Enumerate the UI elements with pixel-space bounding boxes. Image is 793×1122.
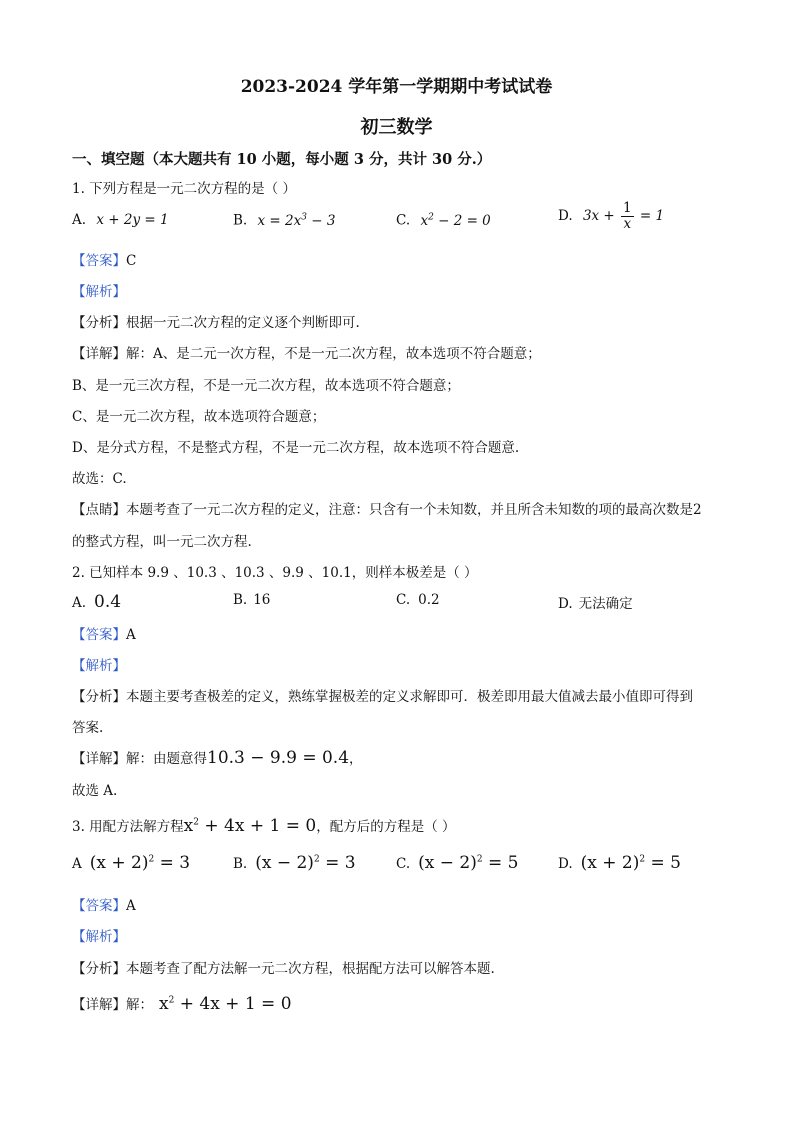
q3-fenxi-text: 本题考查了配方法解一元二次方程，根据配方法可以解答本题.	[126, 961, 495, 977]
q1-option-d-num: 1	[623, 200, 632, 216]
q1-choose: 故选：C.	[72, 471, 127, 487]
q3-option-b	[233, 853, 356, 873]
q1-option-a-label: A.	[72, 212, 87, 228]
q3-option-d	[558, 853, 681, 873]
q3-option-a-label: A	[72, 856, 82, 872]
q3-detail-expr-b: + 4x + 1 = 0	[174, 994, 292, 1014]
q1-option-b-sup: 3	[301, 212, 307, 222]
q2-answer-value: A	[126, 627, 136, 643]
q3-detail-pre: 解：	[126, 997, 153, 1013]
q1-stem: 1. 下列方程是一元二次方程的是（ ）	[72, 181, 296, 197]
q1-option-d-fraction	[621, 201, 634, 232]
page-title: 2023-2024 学年第一学期期中考试试卷	[240, 77, 553, 97]
q3-option-b-label: B.	[233, 856, 248, 872]
q2-option-c-label: C.	[396, 592, 411, 608]
q1-detail-d: D、是分式方程，不是整式方程，不是一元二次方程，故本选项不符合题意.	[72, 440, 520, 456]
q3-option-c-expr: (x − 2)	[418, 853, 477, 873]
q3-option-b-sup: 2	[313, 854, 320, 865]
q1-option-b-expr-a: x = 2x	[257, 212, 302, 229]
q3-stem-expr-b: + 4x + 1 = 0	[199, 816, 317, 836]
q1-option-d-label: D.	[558, 207, 573, 224]
q1-option-c	[396, 212, 491, 229]
q3-stem	[72, 815, 456, 836]
q3-stem-sup: 2	[193, 817, 199, 828]
q1-option-c-label: C.	[396, 212, 411, 229]
q2-detail	[72, 747, 363, 768]
q3-answer-value: A	[126, 898, 136, 914]
q1-fenxi-tag: 【分析】	[72, 315, 126, 331]
q3-option-d-expr: (x + 2)	[580, 853, 640, 873]
q3-option-c	[396, 853, 518, 873]
q1-option-d-expr-b: = 1	[635, 207, 665, 224]
q1-option-c-expr-b: − 2 = 0	[433, 212, 491, 229]
q2-option-a-text: 0.4	[94, 592, 122, 612]
q3-option-d-sup: 2	[639, 854, 646, 865]
q2-answer-tag: 【答案】	[72, 627, 126, 643]
q1-analysis-tag: 【解析】	[72, 284, 126, 300]
q2-option-b-label: B.	[233, 592, 248, 608]
q1-detail-c: C、是一元二次方程，故本选项符合题意；	[72, 409, 326, 425]
q1-option-b-label: B.	[233, 212, 248, 229]
q2-fenxi	[72, 685, 693, 705]
q1-detail-b: B、是一元三次方程，不是一元二次方程，故本选项不符合题意；	[72, 378, 460, 394]
q1-fenxi	[72, 311, 360, 331]
q2-answer	[72, 623, 136, 643]
q2-fenxi-tag: 【分析】	[72, 689, 126, 705]
q2-detail-post: ，	[349, 751, 363, 767]
q3-stem-expr	[184, 816, 317, 836]
q1-option-b	[233, 212, 335, 229]
q3-detail-tag: 【详解】	[72, 997, 126, 1013]
q1-comment-cont: 的整式方程，叫一元二次方程.	[72, 534, 252, 550]
q2-option-d-label: D.	[558, 596, 573, 612]
q3-option-c-sup: 2	[476, 854, 483, 865]
q3-fenxi-tag: 【分析】	[72, 961, 126, 977]
q2-analysis-tag: 【解析】	[72, 658, 126, 674]
q1-detail-text: 解：A、是二元一次方程，不是一元二次方程，故本选项不符合题意；	[126, 346, 541, 362]
q3-option-a-sup: 2	[148, 854, 155, 865]
page-subtitle: 初三数学	[360, 117, 433, 138]
q3-detail-expr-a: x	[159, 994, 169, 1014]
q3-option-a-expr: (x + 2)	[89, 853, 149, 873]
q3-answer	[72, 894, 136, 914]
q3-option-d-rhs: = 5	[645, 853, 681, 873]
q3-option-a	[72, 853, 190, 873]
q2-option-a	[72, 592, 121, 612]
q1-option-c-sup: 2	[428, 212, 434, 222]
q1-option-c-expr-a: x	[420, 212, 429, 229]
q3-option-c-label: C.	[396, 856, 411, 872]
q1-option-a	[72, 212, 169, 228]
q2-detail-pre: 解：由题意得	[126, 751, 207, 767]
q2-stem: 2. 已知样本 9.9 、10.3 、10.3 、9.9 、10.1，则样本极差是（ ）	[72, 565, 478, 581]
q1-comment-tag: 【点睛】	[72, 502, 126, 518]
q1-answer	[72, 249, 136, 269]
q3-stem-pre: 3. 用配方法解方程	[72, 819, 184, 835]
q2-option-d-text: 无法确定	[578, 596, 633, 612]
q1-option-d-den: x	[623, 215, 632, 232]
q2-fenxi-cont: 答案.	[72, 720, 104, 736]
q3-detail	[72, 993, 292, 1014]
q1-detail-tag: 【详解】	[72, 346, 126, 362]
q3-analysis-tag: 【解析】	[72, 929, 126, 945]
q3-detail-sup: 2	[168, 995, 175, 1006]
q3-option-a-rhs: = 3	[154, 853, 191, 873]
q2-choose: 故选 A.	[72, 783, 118, 799]
q2-option-b	[233, 592, 270, 608]
q1-option-d	[558, 201, 664, 232]
q1-fenxi-text: 根据一元二次方程的定义逐个判断即可.	[126, 315, 360, 331]
q3-answer-tag: 【答案】	[72, 898, 126, 914]
q1-option-a-expr: x + 2y = 1	[96, 212, 169, 228]
q1-comment-text: 本题考查了一元二次方程的定义，注意：只含有一个未知数，并且所含未知数的项的最高次数是2	[126, 502, 702, 518]
q2-option-d	[558, 592, 633, 612]
q2-detail-tag: 【详解】	[72, 751, 126, 767]
q3-stem-expr-a: x	[183, 816, 194, 836]
q3-stem-post: ，配方后的方程是（ ）	[316, 819, 456, 835]
q2-option-c-text: 0.2	[418, 592, 440, 608]
q2-option-c	[396, 592, 440, 608]
q1-comment	[72, 498, 702, 518]
q3-fenxi	[72, 957, 495, 977]
q3-option-c-rhs: = 5	[482, 853, 519, 873]
q1-option-b-expr-b: − 3	[306, 212, 336, 229]
q3-option-d-label: D.	[558, 856, 573, 872]
q1-answer-tag: 【答案】	[72, 253, 126, 269]
q3-option-b-expr: (x − 2)	[255, 853, 314, 873]
section-heading: 一、填空题（本大题共有 10 小题，每小题 3 分，共计 30 分.）	[72, 151, 492, 168]
q2-option-b-text: 16	[253, 592, 271, 608]
q2-option-a-label: A.	[72, 595, 87, 611]
q2-detail-expr: 10.3 − 9.9 = 0.4	[207, 748, 350, 768]
q1-option-d-expr-a: 3x +	[582, 207, 620, 224]
q2-fenxi-text: 本题主要考查极差的定义，熟练掌握极差的定义求解即可．极差即用最大值减去最小值即可得到	[126, 689, 693, 705]
q3-option-b-rhs: = 3	[319, 853, 356, 873]
q1-answer-value: C	[126, 253, 137, 269]
q1-detail	[72, 342, 541, 362]
